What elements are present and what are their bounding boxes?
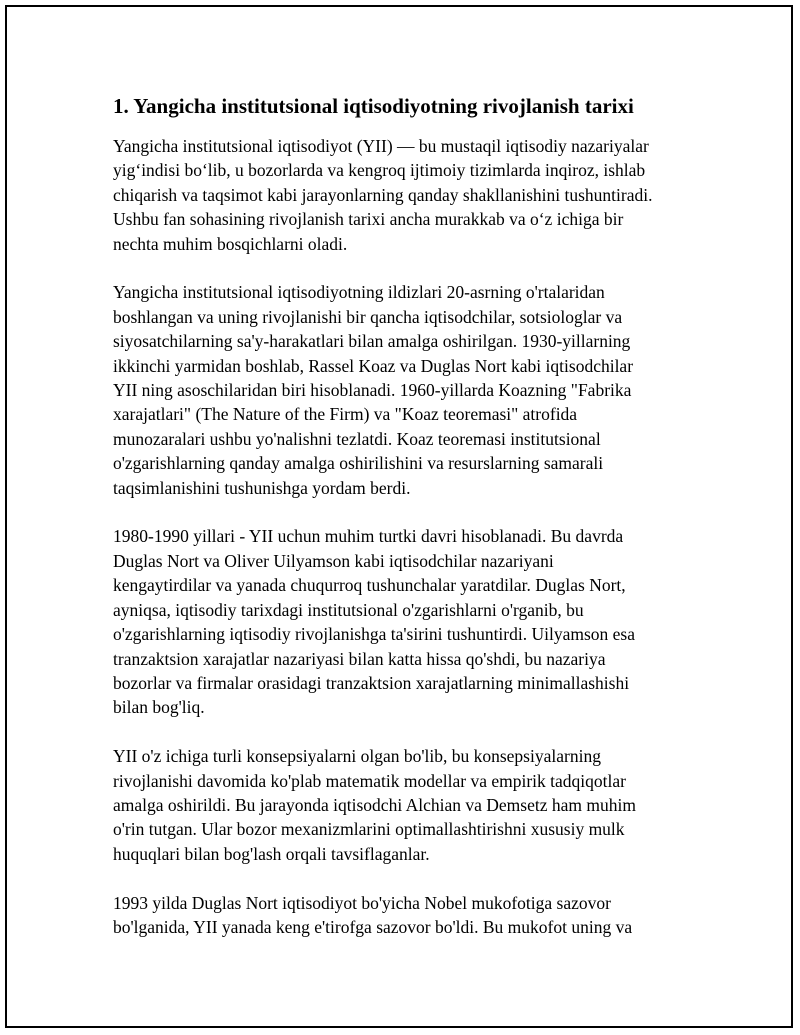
text-line: bo'lganida, YII yanada keng e'tirofga sazovor bo'ldi. Bu mukofot uning va [113,916,633,937]
text-line: o'zgarishlarning iqtisodiy rivojlanishga ta'sirini tushuntirdi. Uilyamson esa [113,624,636,645]
text-line: Yangicha institutsional iqtisodiyot (YII) — bu mustaqil iqtisodiy nazariyalar [113,136,649,156]
text-line: o'zgarishlarning qanday amalga oshirilishini va resurslarning samarali [113,453,604,474]
paragraph-intro [113,134,673,256]
text-line: bilan bog'liq. [113,697,205,718]
text-line: yig‘indisi bo‘lib, u bozorlarda va kengroq ijtimoiy tizimlarda inqiroz, ishlab [113,160,646,181]
text-line: boshlangan va uning rivojlanishi bir qancha iqtisodchilar, sotsiologlar va [113,306,623,327]
document-body [113,92,673,964]
text-line: bozorlar va firmalar orasidagi tranzaktsion xarajatlarning minimallashishi [113,672,630,693]
text-line: amalga oshirildi. Bu jarayonda iqtisodchi Alchian va Demsetz ham muhim [113,794,636,815]
text-line: kengaytirdilar va yanada chuqurroq tushunchalar yaratdilar. Duglas Nort, [113,575,626,596]
text-line: taqsimlanishini tushunishga yordam berdi. [113,477,411,498]
section-heading: 1. Yangicha institutsional iqtisodiyotning rivojlanish tarixi [113,94,634,118]
text-line: ayniqsa, iqtisodiy tarixdagi institutsional o'zgarishlarni o'rganib, bu [113,599,584,620]
text-line: xarajatlari" (The Nature of the Firm) va "Koaz teoremasi" atrofida [113,404,578,425]
text-line: YII ning asoschilaridan biri hisoblanadi. 1960-yillarda Koazning "Fabrika [113,380,632,401]
text-line: o'rin tutgan. Ular bozor mexanizmlarini optimallashtirishni xususiy mulk [113,819,625,840]
text-line: Ushbu fan sohasining rivojlanish tarixi ancha murakkab va o‘z ichiga bir [113,209,624,230]
text-line: huquqlari bilan bog'lash orqali tavsiflaganlar. [113,843,430,864]
text-line: tranzaktsion xarajatlar nazariyasi bilan katta hissa qo'shdi, bu nazariya [113,648,606,669]
text-line: 1993 yilda Duglas Nort iqtisodiyot bo'yicha Nobel mukofotiga sazovor [113,892,611,913]
text-line: Duglas Nort va Oliver Uilyamson kabi iqtisodchilar nazariyani [113,550,554,571]
text-line: ikkinchi yarmidan boshlab, Rassel Koaz va Duglas Nort kabi iqtisodchilar [113,355,634,376]
text-line: chiqarish va taqsimot kabi jarayonlarning qanday shakllanishini tushuntiradi. [113,184,653,205]
text-line: 1980-1990 yillari - YII uchun muhim turtki davri hisoblanadi. Bu davrda [113,526,624,547]
paragraph-nobel [113,891,673,940]
text-line: rivojlanishi davomida ko'plab matematik modellar va empirik tadqiqotlar [113,770,626,791]
text-line: Yangicha institutsional iqtisodiyotning ildizlari 20-asrning o'rtalaridan [113,282,605,303]
paragraph-1980s [113,524,673,719]
text-line: munozaralari ushbu yo'nalishni tezlatdi. Koaz teoremasi institutsional [113,428,601,449]
text-line: siyosatchilarning sa'y-harakatlari bilan amalga oshirilgan. 1930-yillarning [113,331,631,352]
paragraph-origins [113,280,673,500]
text-line: YII o'z ichiga turli konsepsiyalarni olgan bo'lib, bu konsepsiyalarning [113,746,601,767]
paragraph-concepts [113,744,673,866]
text-line: nechta muhim bosqichlarni oladi. [113,233,348,254]
